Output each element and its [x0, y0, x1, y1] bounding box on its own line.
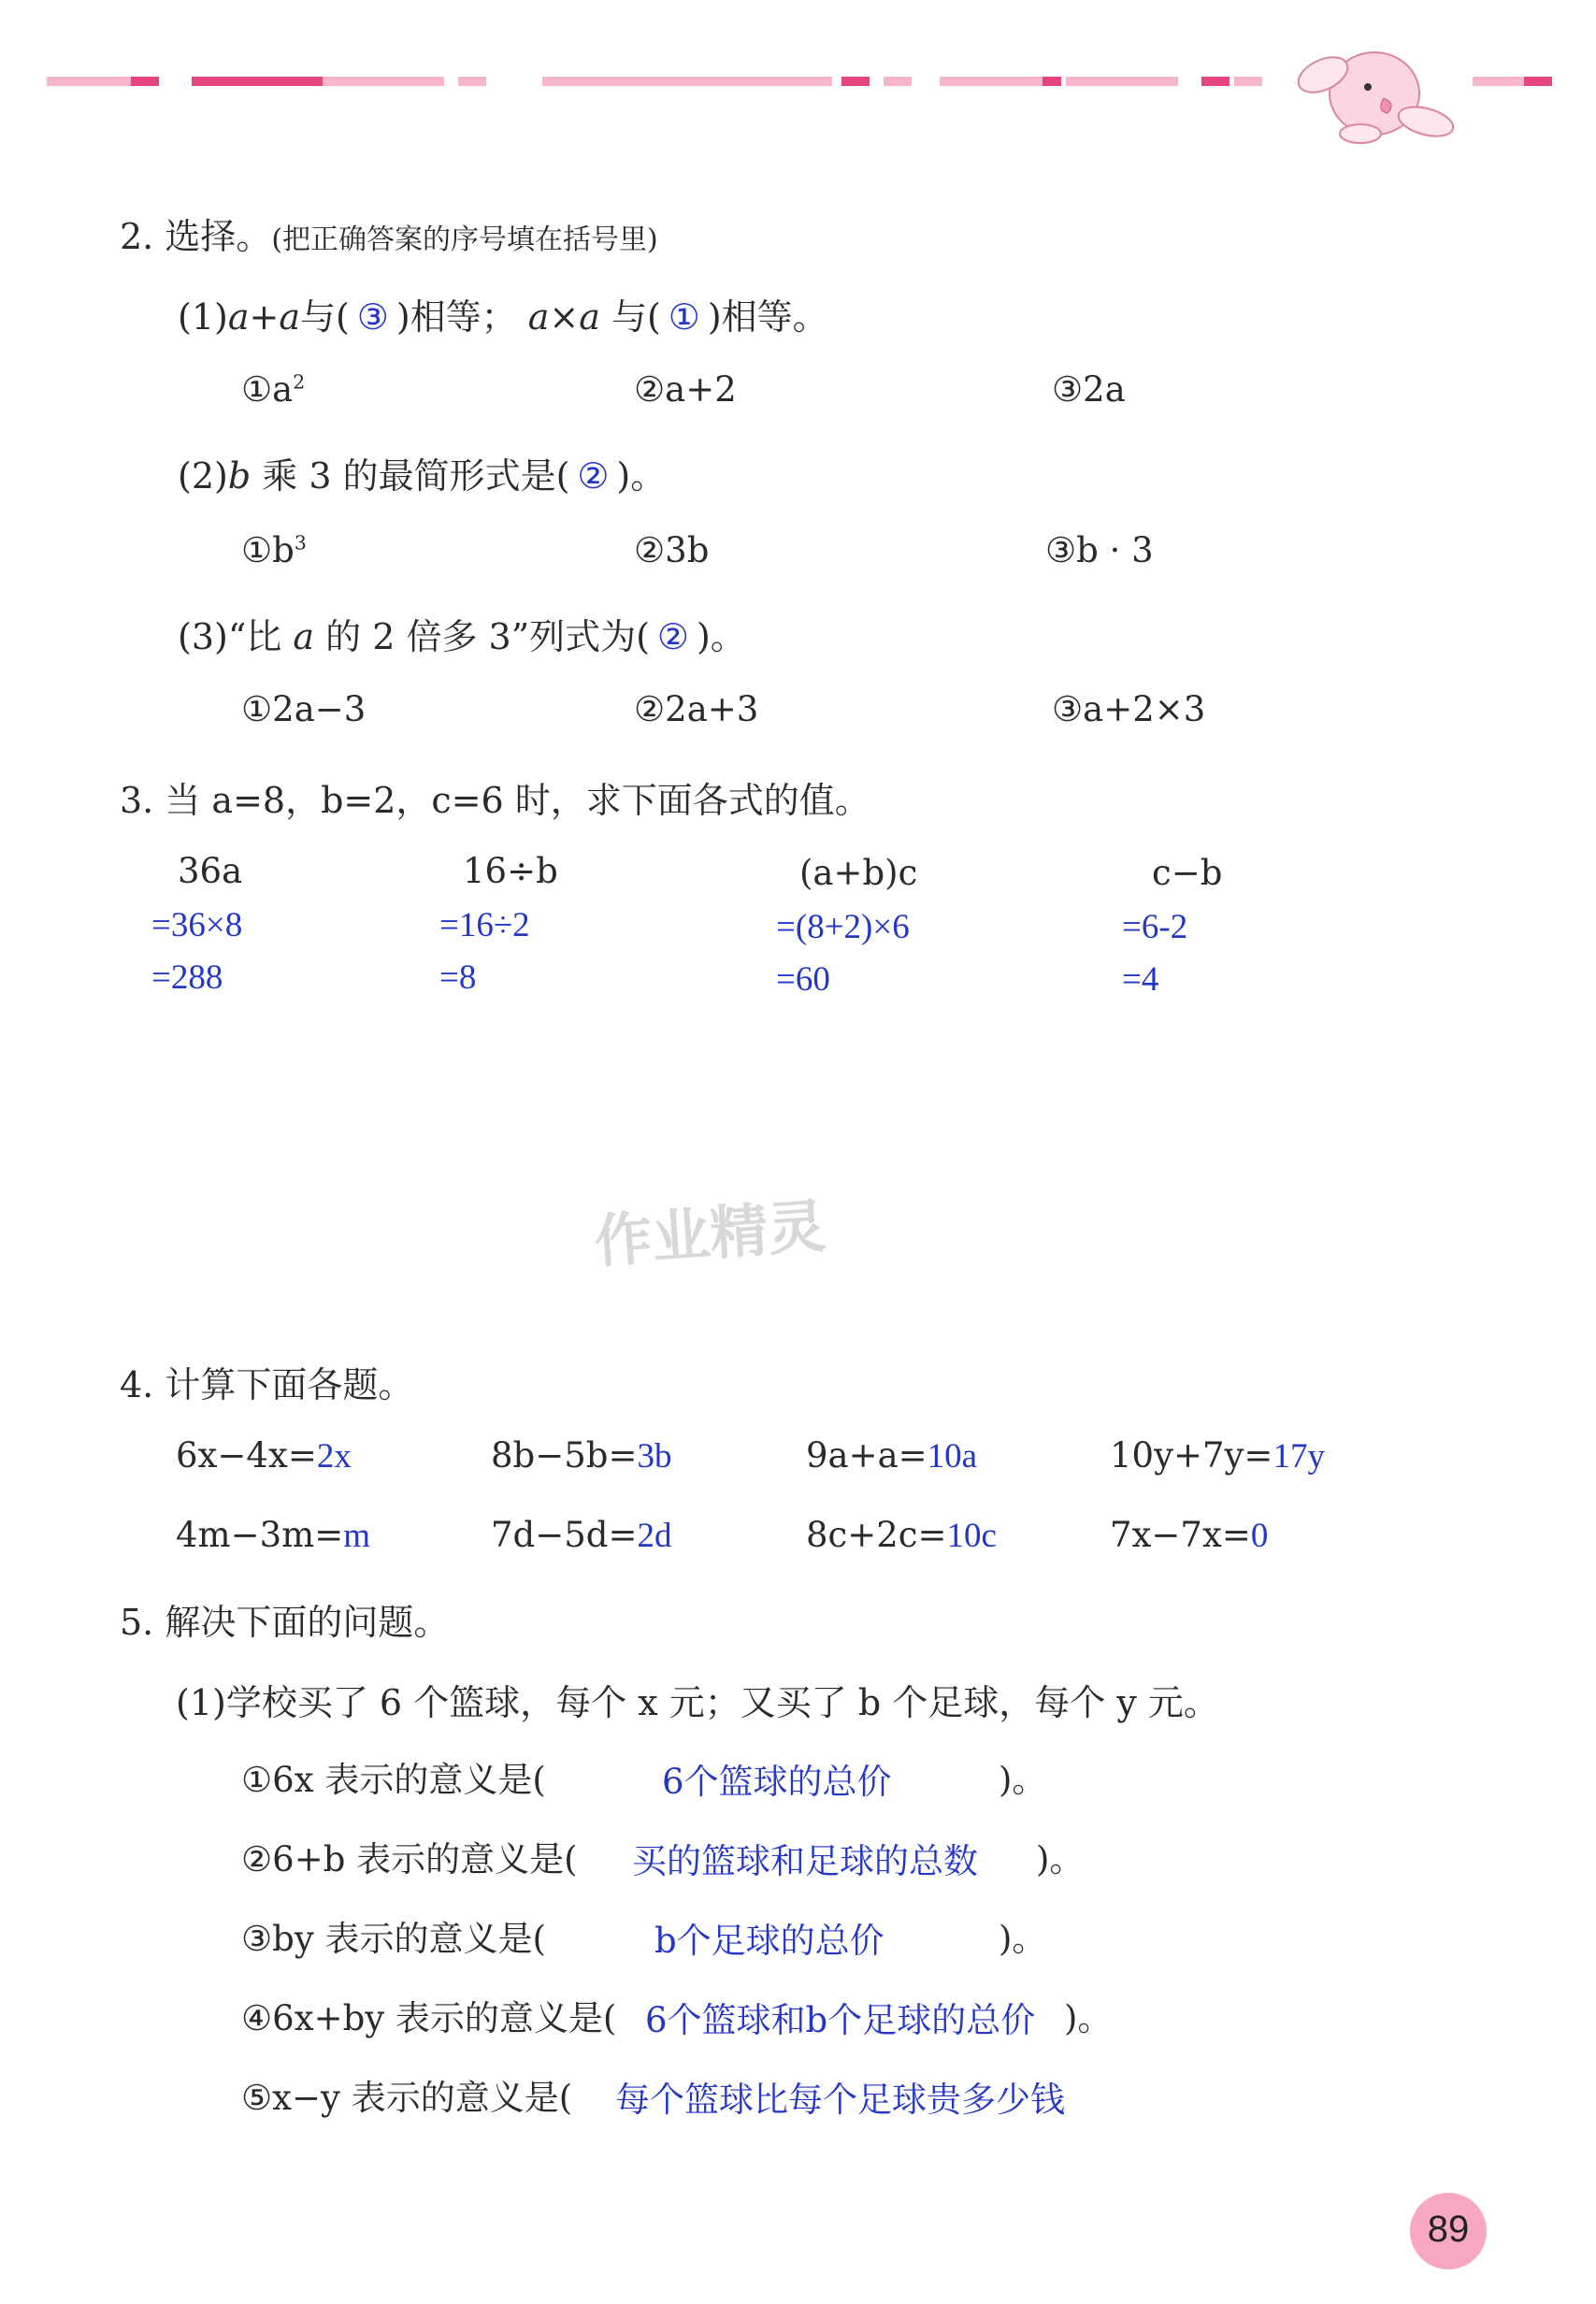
q2-p2-option3: ③b · 3 — [1045, 530, 1154, 570]
header-bar-segment — [1524, 77, 1552, 86]
q2-p3-option1: ①2a−3 — [241, 689, 367, 729]
q2-p3-answer: ② — [656, 616, 689, 657]
q2-p1-option1: $①a^2$ — [241, 369, 306, 410]
header-bar-segment — [1473, 77, 1524, 86]
q5-item5-answer: 每个篮球比每个足球贵多少钱 — [615, 2080, 1065, 2120]
q2-p3-option3: ③a+2×3 — [1052, 689, 1206, 729]
q5-item3-end: )。 — [999, 1919, 1047, 1959]
q5-item1-end: )。 — [999, 1760, 1047, 1800]
q3-title: 3. 当 a=8，b=2，c=6 时，求下面各式的值。 — [120, 780, 870, 821]
q5-item3: ③by 表示的意义是( — [241, 1919, 546, 1959]
watermark-logo: 作业精灵 — [592, 1191, 828, 1276]
q4-r2-item4: 7x−7x=0 — [1110, 1515, 1269, 1555]
q4-r2-item1: 4m−3m=m — [176, 1515, 371, 1555]
header-bar-segment — [47, 77, 131, 86]
page-number: 89 — [1427, 2209, 1470, 2250]
header-bar-segment — [131, 77, 159, 86]
q2-p1-option3: ③2a — [1052, 369, 1126, 410]
q3-item4-expr: c−b — [1152, 853, 1223, 893]
q5-item4: ④6x+by 表示的意义是( — [241, 1998, 617, 2038]
header-bar-segment — [1234, 77, 1262, 86]
q5-item2-end: )。 — [1036, 1839, 1085, 1879]
q4-r2-item3: 8c+2c=10c — [806, 1515, 997, 1555]
q5-item4-end: )。 — [1064, 1998, 1113, 2038]
header-bar-segment — [542, 77, 832, 86]
q4-r2-item2: 7d−5d=2d — [491, 1515, 672, 1555]
q5-item4-answer: 6个篮球和b个足球的总价 — [645, 2000, 1036, 2040]
q5-title: 5. 解决下面的问题。 — [120, 1602, 450, 1643]
header-bar-segment — [341, 77, 444, 86]
q2-p1-answer1: ③ — [356, 296, 389, 338]
q3-item4-step2: =4 — [1122, 960, 1159, 999]
header-bar-segment — [458, 77, 486, 86]
q5-item3-answer: b个足球的总价 — [654, 1921, 884, 1961]
q2-part3: (3)“比 a 的 2 倍多 3”列式为( ② )。 — [178, 616, 746, 657]
q5-item1: ①6x 表示的意义是( — [241, 1760, 546, 1800]
bird-mascot-icon — [1295, 33, 1463, 164]
q5-item1-answer: 6个篮球的总价 — [662, 1762, 892, 1802]
q2-title: 2. 选择。(把正确答案的序号填在括号里) — [120, 216, 658, 257]
q4-r1-item3: 9a+a=10a — [806, 1435, 978, 1476]
header-bar-segment — [1066, 77, 1178, 86]
q2-p1-answer2: ① — [668, 296, 700, 338]
q3-item1-expr: 36a — [178, 851, 243, 891]
q3-item2-expr: 16÷b — [463, 851, 558, 891]
q2-p2-option1: $①b^3$ — [241, 530, 307, 570]
header-bar-segment — [940, 77, 1042, 86]
q3-item3-expr: (a+b)c — [799, 853, 918, 893]
q4-title: 4. 计算下面各题。 — [120, 1364, 414, 1405]
q3-item2-step1: =16÷2 — [439, 906, 530, 944]
q5-item2-answer: 买的篮球和足球的总数 — [632, 1841, 978, 1881]
header-bar-segment — [323, 77, 341, 86]
q3-item2-step2: =8 — [439, 958, 477, 997]
q3-item1-step2: =288 — [151, 958, 223, 997]
header-bar-segment — [1201, 77, 1229, 86]
header-bar-segment — [841, 77, 870, 86]
q4-r1-item1: 6x−4x=2x — [176, 1435, 352, 1476]
q4-r1-item2: 8b−5b=3b — [491, 1435, 672, 1476]
q5-item2: ②6+b 表示的意义是( — [241, 1839, 578, 1879]
q5-item5: ⑤x−y 表示的意义是( — [241, 2078, 573, 2118]
q2-p2-option2: ②3b — [634, 530, 710, 570]
header-bar-segment — [192, 77, 323, 86]
q3-item3-step2: =60 — [776, 960, 830, 999]
q3-item1-step1: =36×8 — [151, 906, 243, 944]
q4-r1-item4: 10y+7y=17y — [1110, 1435, 1325, 1476]
q3-item4-step1: =6-2 — [1122, 908, 1188, 946]
q2-p2-answer: ② — [577, 455, 610, 497]
q2-p1-option2: ②a+2 — [634, 369, 737, 410]
q2-p3-option2: ②2a+3 — [634, 689, 759, 729]
q5-intro: (1)学校买了 6 个篮球，每个 x 元；又买了 b 个足球，每个 y 元。 — [176, 1682, 1219, 1723]
header-bar-segment — [1042, 77, 1061, 86]
header-bar-segment — [884, 77, 912, 86]
q2-part1: (1)a+a与( ③ )相等； a×a 与( ① )相等。 — [178, 296, 828, 338]
q2-part2: (2)b 乘 3 的最简形式是( ② )。 — [178, 455, 667, 497]
q3-item3-step1: =(8+2)×6 — [776, 908, 910, 946]
